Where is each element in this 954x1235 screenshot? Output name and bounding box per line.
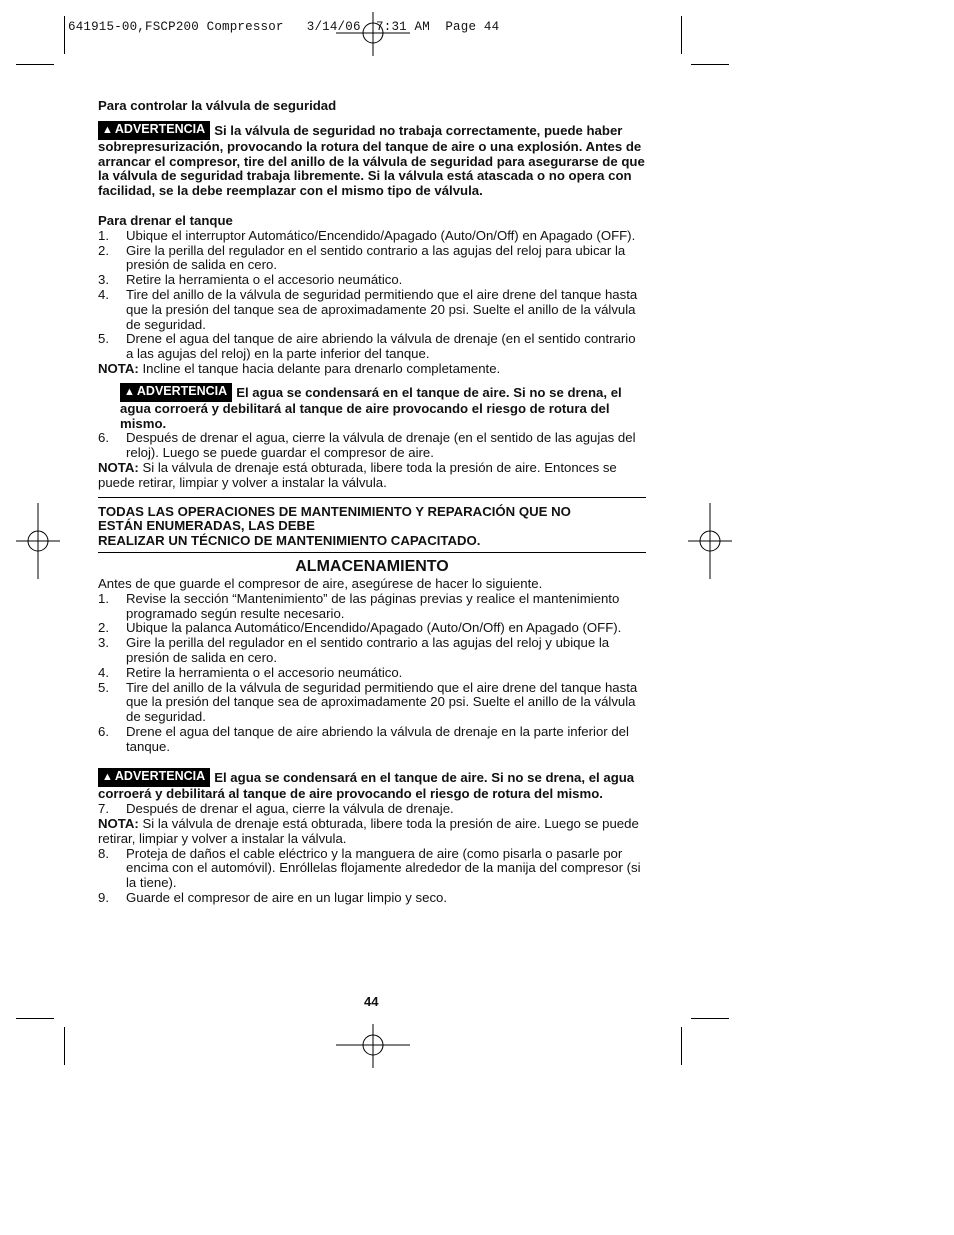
crop-mark bbox=[681, 1027, 682, 1065]
crop-mark bbox=[691, 1018, 729, 1019]
warning-triangle-icon: ▲ bbox=[102, 771, 113, 784]
crop-mark bbox=[64, 1027, 65, 1065]
registration-mark-right bbox=[688, 503, 732, 579]
list-item: 6. Drene el agua del tanque de aire abriendo la válvula de drenaje en la parte inferior del tanque. bbox=[98, 723, 629, 754]
storage-warning bbox=[98, 768, 646, 802]
list-item: 3. Gire la perilla del regulador en el sentido contrario a las agujas del reloj y ubique la presión de salida en cero. bbox=[98, 635, 610, 665]
list-item: 5. Drene el agua del tanque de aire abriendo la válvula de drenaje (en el sentido contrario a las agujas del reloj) en la parte inferior del tanque. bbox=[98, 331, 636, 362]
registration-mark-bottom bbox=[336, 1024, 410, 1068]
registration-mark-left bbox=[16, 503, 60, 579]
maintenance-notice: TODAS LAS OPERACIONES DE MANTENIMIENTO Y REPARACIÓN QUE NO ESTÁN ENUMERADAS, LAS DEBE REALIZAR UN TÉCNICO DE MANTENIMIENTO CAPACITADO. bbox=[98, 503, 571, 549]
crop-mark bbox=[16, 1018, 54, 1019]
storage-steps-list-end bbox=[98, 847, 646, 906]
crop-mark bbox=[681, 16, 682, 54]
drain-warning bbox=[98, 383, 646, 432]
storage-steps-list bbox=[98, 592, 646, 755]
list-item: 1. Revise la sección “Mantenimiento” de las páginas previas y realice el mantenimiento programado según resulte necesario. bbox=[98, 590, 620, 621]
list-item: 4. Retire la herramienta o el accesorio neumático. bbox=[98, 664, 403, 680]
crop-mark bbox=[16, 64, 54, 65]
page-number: 44 bbox=[364, 994, 379, 1009]
warning-triangle-icon: ▲ bbox=[102, 123, 113, 136]
list-item: 1. Ubique el interruptor Automático/Encendido/Apagado (Auto/On/Off) en Apagado (OFF). bbox=[98, 227, 636, 243]
list-item: 2. Ubique la palanca Automático/Encendido/Apagado (Auto/On/Off) en Apagado (OFF). bbox=[98, 620, 622, 636]
safety-valve-warning bbox=[98, 121, 646, 199]
warning-text: El agua se condensará en el tanque de aire. Si no se drena, el agua corroerá y debilitará al tanque de aire provocando el riesgo de rotura del mismo. bbox=[120, 384, 622, 431]
note: NOTA: Si la válvula de drenaje está obturada, libere toda la presión de aire. Entonces se puede retirar, limpiar y volver a instalar la válvula. bbox=[98, 459, 617, 490]
warning-badge: ▲ ADVERTENCIA bbox=[98, 768, 210, 787]
note: NOTA: Incline el tanque hacia delante para drenarlo completamente. bbox=[98, 360, 501, 376]
list-item: 7. Después de drenar el agua, cierre la válvula de drenaje. bbox=[98, 801, 454, 817]
list-item: 5. Tire del anillo de la válvula de seguridad permitiendo que el aire drene del tanque hasta que la presión del tanque sea de aproximadamente 20 psi. Suelte el anillo de la válvula de seguridad. bbox=[98, 679, 638, 725]
crop-mark bbox=[691, 64, 729, 65]
drain-steps-list-cont bbox=[98, 431, 646, 461]
warning-text: Si la válvula de seguridad no trabaja correctamente, puede haber sobrepresurización, provocando la rotura del tanque de aire o una explosión. Antes de arrancar el compresor, tire del anillo de la válvula de seguridad para asegurarse de que la válvula de seguridad trabaja libremente. Si la válvula está atascada o no opera con facilidad, se la debe reemplazar con el mismo tipo de válvula. bbox=[98, 122, 645, 199]
list-item: 2. Gire la perilla del regulador en el sentido contrario a las agujas del reloj para ubicar la presión de salida en cero. bbox=[98, 242, 626, 273]
warning-triangle-icon: ▲ bbox=[124, 385, 135, 398]
divider bbox=[98, 497, 646, 498]
note: NOTA: Si la válvula de drenaje está obturada, libere toda la presión de aire. Luego se puede retirar, limpiar y volver a instalar la válvula. bbox=[98, 816, 639, 846]
list-item: 8. Proteja de daños el cable eléctrico y la manguera de aire (como pisarla o pasarle por encima con el automóvil). Enróllelas flojamente alrededor de la manija del compresor (si la tiene). bbox=[98, 845, 641, 891]
registration-mark-top bbox=[336, 12, 410, 56]
page-content bbox=[98, 99, 646, 906]
storage-heading: ALMACENAMIENTO bbox=[295, 557, 449, 575]
drain-tank-heading: Para drenar el tanque bbox=[98, 212, 233, 228]
list-item: 9. Guarde el compresor de aire en un lugar limpio y seco. bbox=[98, 890, 448, 906]
list-item: 3. Retire la herramienta o el accesorio neumático. bbox=[98, 272, 403, 288]
list-item: 6. Después de drenar el agua, cierre la válvula de drenaje (en el sentido de las agujas del reloj). Luego se puede guardar el compresor de aire. bbox=[98, 430, 636, 461]
list-item: 4. Tire del anillo de la válvula de seguridad permitiendo que el aire drene del tanque hasta que la presión del tanque sea de aproximadamente 20 psi. Suelte el anillo de la válvula de seguridad. bbox=[98, 286, 638, 332]
print-slug: 641915-00,FSCP200 Compressor 3/14/06 7:31 AM Page 44 bbox=[68, 20, 500, 34]
warning-text: El agua se condensará en el tanque de aire. Si no se drena, el agua corroerá y debilitará al tanque de aire provocando el riesgo de rotura del mismo. bbox=[98, 770, 635, 802]
warning-badge: ▲ ADVERTENCIA bbox=[98, 121, 210, 140]
storage-intro: Antes de que guarde el compresor de aire, asegúrese de hacer lo siguiente. bbox=[98, 575, 543, 591]
divider bbox=[98, 552, 646, 553]
crop-mark bbox=[64, 16, 65, 54]
warning-badge: ▲ ADVERTENCIA bbox=[120, 383, 232, 402]
storage-steps-list-cont bbox=[98, 802, 646, 817]
drain-steps-list bbox=[98, 229, 646, 362]
safety-valve-heading: Para controlar la válvula de seguridad bbox=[98, 98, 337, 113]
